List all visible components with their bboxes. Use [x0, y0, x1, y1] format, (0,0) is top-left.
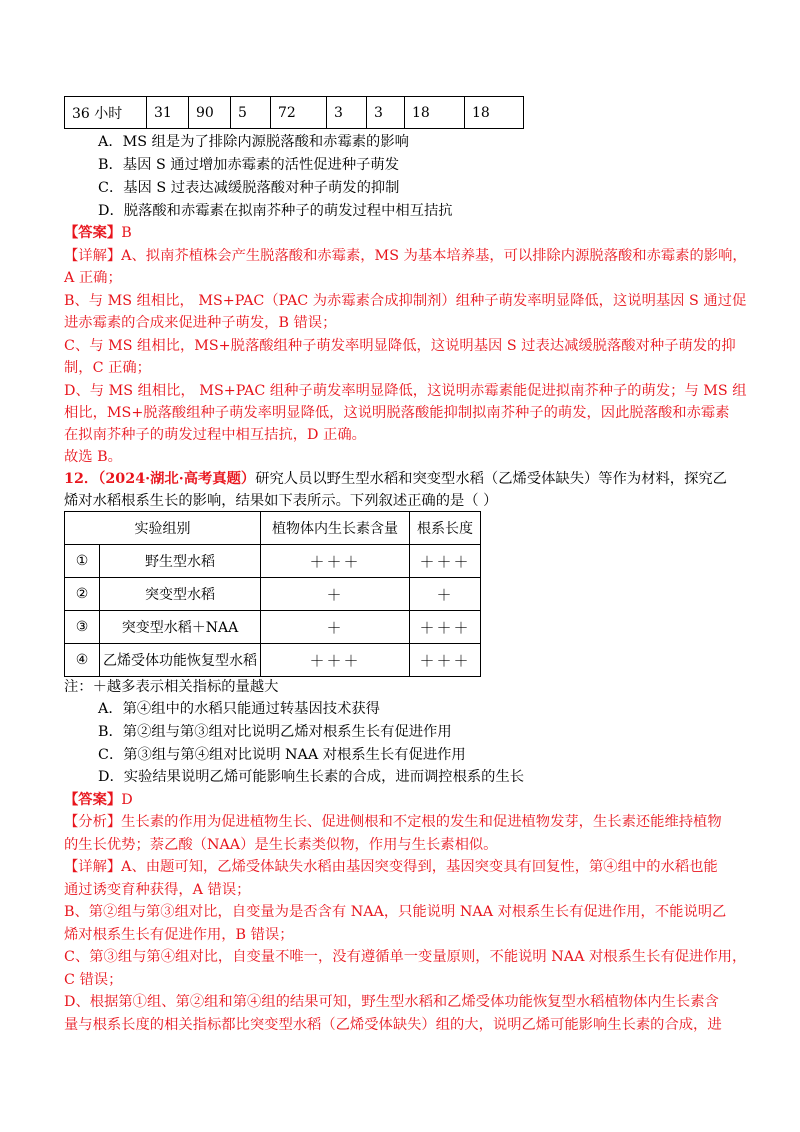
explanation-line: 【详解】A、拟南芥植株会产生脱落酸和赤霉素，MS 为基本培养基，可以排除内源脱落酸和赤霉素的影响，: [64, 248, 747, 264]
group-name: 突变型水稻: [100, 578, 261, 611]
option-d: D．脱落酸和赤霉素在拟南芥种子的萌发过程中相互拮抗: [98, 203, 453, 219]
root-length: ＋＋＋: [410, 545, 481, 578]
table-cell: 3: [367, 97, 405, 129]
explanation-line: C、第③组与第④组对比，自变量不唯一，没有遵循单一变量原则，不能说明 NAA 对根系生长有促进作用，: [64, 949, 747, 965]
explanation-line: D、与 MS 组相比， MS+PAC 组种子萌发率明显降低，这说明赤霉素能促进拟南芥种子的萌发；与 MS 组: [64, 383, 747, 399]
table-cell: 18: [465, 97, 524, 129]
analysis-line: 的生长优势；萘乙酸（NAA）是生长素类似物，作用与生长素相似。: [64, 837, 498, 853]
root-length: ＋＋＋: [410, 644, 481, 677]
header-cell: 植物体内生长素含量: [261, 512, 410, 545]
option-b: B．第②组与第③组对比说明乙烯对根系生长有促进作用: [98, 724, 452, 740]
table-cell: 18: [405, 97, 465, 129]
table-row: [65, 545, 481, 578]
auxin-level: ＋＋＋: [261, 644, 410, 677]
answer-line: [64, 223, 132, 243]
answer-value: D: [121, 792, 133, 808]
header-cell: 根系长度: [410, 512, 481, 545]
auxin-level: ＋: [261, 578, 410, 611]
explanation-line: 【详解】A、由题可知，乙烯受体缺失水稻由基因突变得到，基因突变具有回复性，第④组中的水稻也能: [64, 859, 718, 875]
answer-tag: 【答案】: [64, 792, 122, 808]
explanation-line: 进赤霉素的合成来促进种子萌发，B 错误；: [64, 315, 337, 331]
table-cell: 31: [147, 97, 189, 129]
question-stem-text: 烯对水稻根系生长的影响，结果如下表所示。下列叙述正确的是（ ）: [64, 493, 498, 509]
table-row: [65, 644, 481, 677]
explanation-line: 故选 B。: [64, 449, 122, 465]
data-table-continued: [64, 96, 524, 129]
auxin-level: ＋: [261, 611, 410, 644]
table-row: [65, 97, 524, 129]
header-cell: 实验组别: [65, 512, 261, 545]
question-stem: [64, 469, 727, 489]
option-a: A．第④组中的水稻只能通过转基因技术获得: [98, 701, 380, 717]
group-number: ②: [65, 578, 100, 611]
analysis-line: 【分析】生长素的作用为促进植物生长、促进侧根和不定根的发生和促进植物发芽，生长素还能维持植物: [64, 814, 722, 830]
explanation-line: B、与 MS 组相比， MS+PAC（PAC 为赤霉素合成抑制剂）组种子萌发率明显降低，这说明基因 S 通过促: [64, 293, 747, 309]
group-number: ④: [65, 644, 100, 677]
table-cell: 72: [271, 97, 327, 129]
question-number: 12．: [64, 471, 99, 487]
explanation-line: D、根据第①组、第②组和第④组的结果可知，野生型水稻和乙烯受体功能恢复型水稻植物体内生长素含: [64, 994, 719, 1010]
answer-line: [64, 790, 133, 810]
explanation-line: 制，C 正确；: [64, 360, 151, 376]
group-number: ③: [65, 611, 100, 644]
group-name: 野生型水稻: [100, 545, 261, 578]
answer-value: B: [121, 225, 132, 241]
explanation-line: 量与根系长度的相关指标都比突变型水稻（乙烯受体缺失）组的大，说明乙烯可能影响生长素的合成，进: [64, 1017, 722, 1033]
option-c: C．基因 S 过表达减缓脱落酸对种子萌发的抑制: [98, 180, 400, 196]
table-row: [65, 611, 481, 644]
results-table: [64, 511, 481, 677]
explanation-line: 相比，MS+脱落酸组种子萌发率明显降低，这说明脱落酸能抑制拟南芥种子的萌发，因此脱落酸和赤霉素: [64, 405, 730, 421]
table-row: [65, 578, 481, 611]
explanation-line: B、第②组与第③组对比，自变量为是否含有 NAA，只能说明 NAA 对根系生长有促进作用，不能说明乙: [64, 904, 727, 920]
table-cell: 3: [327, 97, 367, 129]
option-c: C．第③组与第④组对比说明 NAA 对根系生长有促进作用: [98, 747, 466, 763]
table-cell: 90: [189, 97, 231, 129]
explanation-line: A 正确；: [64, 270, 122, 286]
explanation-line: C、与 MS 组相比，MS+脱落酸组种子萌发率明显降低，这说明基因 S 过表达减缓脱落酸对种子萌发的抑: [64, 338, 736, 354]
explanation-line: C 错误；: [64, 972, 123, 988]
question-source: （2024·湖北·高考真题）: [98, 471, 256, 487]
root-length: ＋＋＋: [410, 611, 481, 644]
group-name: 乙烯受体功能恢复型水稻: [100, 644, 261, 677]
group-number: ①: [65, 545, 100, 578]
question-stem-text: 研究人员以野生型水稻和突变型水稻（乙烯受体缺失）等作为材料，探究乙: [255, 471, 727, 487]
explanation-line: 在拟南芥种子的萌发过程中相互拮抗，D 正确。: [64, 427, 366, 443]
option-a: A．MS 组是为了排除内源脱落酸和赤霉素的影响: [98, 134, 409, 150]
explanation-line: 通过诱变育种获得，A 错误；: [64, 882, 251, 898]
table-note: 注：＋越多表示相关指标的量越大: [64, 679, 279, 695]
table-cell: 36 小时: [65, 97, 147, 129]
auxin-level: ＋＋＋: [261, 545, 410, 578]
explanation-line: 烯对根系生长有促进作用，B 错误；: [64, 927, 294, 943]
option-d: D．实验结果说明乙烯可能影响生长素的合成，进而调控根系的生长: [98, 769, 525, 785]
answer-tag: 【答案】: [64, 225, 122, 241]
group-name: 突变型水稻＋NAA: [100, 611, 261, 644]
option-b: B．基因 S 通过增加赤霉素的活性促进种子萌发: [98, 157, 400, 173]
table-header-row: [65, 512, 481, 545]
table-cell: 5: [231, 97, 271, 129]
root-length: ＋: [410, 578, 481, 611]
